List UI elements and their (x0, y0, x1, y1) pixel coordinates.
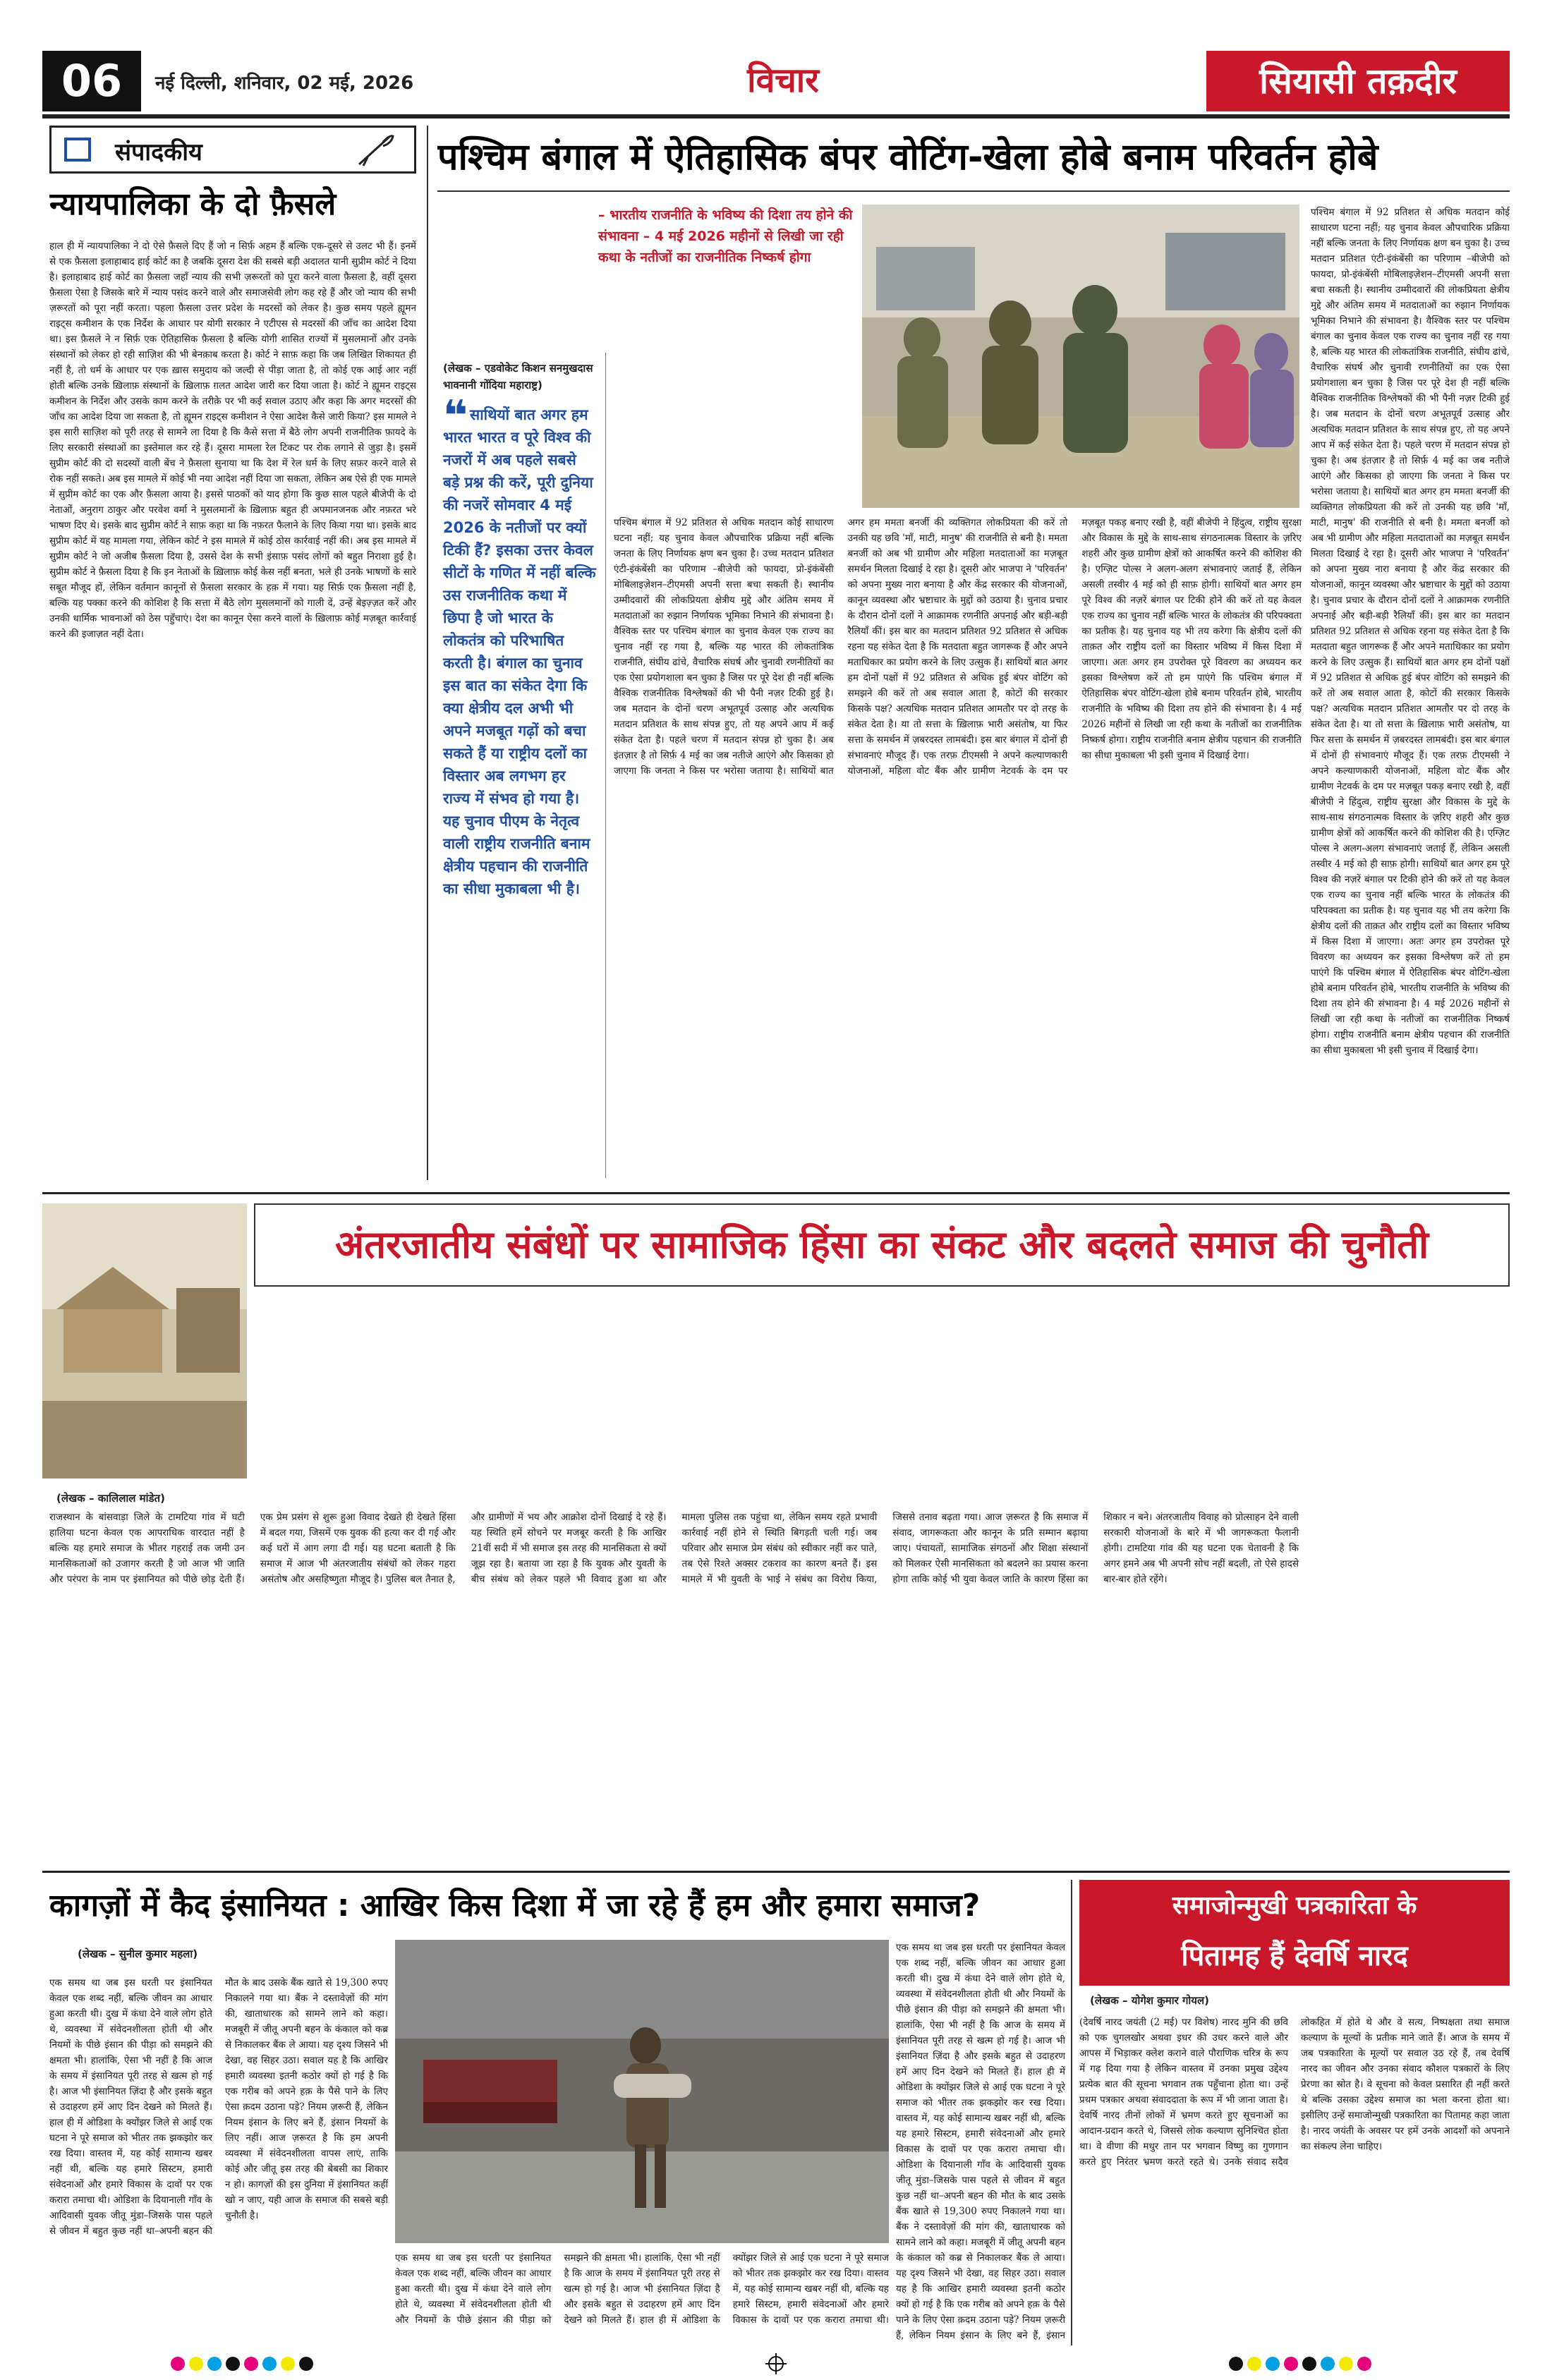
story2-photo-village (42, 1203, 247, 1479)
quill-pen-icon (355, 132, 397, 169)
editorial-label: संपादकीय (115, 138, 202, 166)
story2-byline: (लेखक – कालिलाल मांडेत) (56, 1492, 165, 1505)
editorial-section (49, 126, 416, 1184)
story3-body-bottom (395, 2250, 889, 2342)
story3-body-bottom-text: एक समय था जब इस धरती पर इंसानियत केवल एक शब्द नहीं, बल्कि जीवन का आधार हुआ करती थी। दुख में कंधा देने वाले लोग होते थे, व्यवस्था में संवेदनशीलता होती थी और नियमों के पीछे इंसान की पीड़ा को समझने की क्षमता भी। हालांकि, ऐसा भी नहीं है कि आज के समय में इंसानियत पूरी तरह से खत्म हो गई है। आज भी इंसानियत ज़िंदा है और इसके बहुत से उदाहरण हमें आए दिन देखने को मिलते हैं। हाल ही में ओडिशा के क्योंझर जिले से आई एक घटना ने पूरे समाज को भीतर तक झकझोर कर रख दिया। वास्तव में, यह कोई सामान्य खबर नहीं थी, बल्कि यह हमारे सिस्टम, हमारी संवेदनाओं और हमारे विकास के दावों पर एक करारा तमाचा थी। (395, 2252, 889, 2326)
page-number: 06 (42, 51, 141, 111)
story3-photo-man-carrying (395, 1940, 889, 2243)
story2-headline-box (254, 1203, 1510, 1287)
masthead (42, 51, 1510, 111)
pullquote-divider (605, 353, 606, 1178)
story4-body: (देवर्षि नारद जयंती (2 मई) पर विशेष) नारद मुनि की छवि को एक चुगलखोर अथवा इधर की उधर करने वाले और आपस में भिड़ाकर क्लेश कराने वाले पौराणिक चरित्र के रूप में गढ़ दिया गया है लेकिन वास्तव में उनका प्रमुख उद्देश्य प्रत्येक बात की सूचना भगवान तक पहुँचाना होता था। उन्हें प्रथम पत्रकार अथवा संवाददाता के रूप में भी जाना जाता है। देवर्षि नारद तीनों लोकों में भ्रमण करते हुए सूचनाओं का आदान-प्रदान करते थे, जिससे लोक कल्याण सुनिश्चित होता था। वे वीणा की मधुर तान पर भगवान विष्णु का गुणगान करते हुए निरंतर भ्रमण करते रहते थे। उनके संवाद सदैव लोकहित में होते थे और वे सत्य, निष्पक्षता तथा समाज कल्याण के मूल्यों के प्रतीक माने जाते हैं। आज के समय में जब पत्रकारिता के मूल्यों पर सवाल उठ रहे हैं, तब देवर्षि नारद का जीवन और उनका संवाद कौशल पत्रकारों के लिए प्रेरणा का स्रोत है। वे सूचना को केवल प्रसारित ही नहीं करते थे बल्कि उसका उद्देश्य समाज का भला करना होता था। इसीलिए उन्हें समाजोन्मुखी पत्रकारिता का पितामह कहा जाता है। नारद जयंती के अवसर पर हमें उनके आदर्शों को अपनाने का संकल्प लेना चाहिए। (1079, 2017, 1510, 2168)
story4-headline-line2: पितामह हैं देवर्षि नारद (1181, 1940, 1408, 1972)
lead-photo-security-forces (862, 205, 1299, 508)
story3-body-right (896, 1940, 1065, 2342)
column-divider (427, 126, 428, 1180)
story4-headline-box (1079, 1880, 1510, 1986)
section-rule-2 (42, 1871, 1510, 1873)
editorial-headline: न्यायपालिका के दो फ़ैसले (49, 186, 337, 222)
dateline: नई दिल्ली, शनिवार, 02 मई, 2026 (155, 73, 414, 94)
story3-byline: (लेखक – सुनील कुमार महला) (78, 1948, 198, 1960)
lead-headline: पश्चिम बंगाल में ऐतिहासिक बंपर वोटिंग-खेला होबे बनाम परिवर्तन होबे (437, 136, 1378, 178)
story2-body: राजस्थान के बांसवाड़ा जिले के टामटिया गांव में घटी हालिया घटना केवल एक आपराधिक वारदात नहीं है बल्कि यह हमारे समाज के भीतर गहराई तक जमी उन मानसिकताओं को उजागर करती है जो आज भी जाति और परंपरा के नाम पर इंसानियत को पीछे छोड़ देती हैं। एक प्रेम प्रसंग से शुरू हुआ विवाद देखते ही देखते हिंसा में बदल गया, जिसमें एक युवक की हत्या कर दी गई और कई घरों में आग लगा दी गई। यह घटना बताती है कि समाज में आज भी अंतरजातीय संबंधों को लेकर गहरा असंतोष और असहिष्णुता मौजूद है। पुलिस बल तैनात है, और ग्रामीणों में भय और आक्रोश दोनों दिखाई दे रहे हैं। यह स्थिति हमें सोचने पर मजबूर करती है कि आखिर 21वीं सदी में भी समाज इस तरह की मानसिकता से क्यों जूझ रहा है। बताया जा रहा है कि युवक और युवती के बीच संबंध को लेकर पहले भी विवाद हुआ था और मामला पुलिस तक पहुंचा था, लेकिन समय रहते प्रभावी कार्रवाई नहीं होने से स्थिति बिगड़ती चली गई। जब परिवार और समाज प्रेम संबंध को स्वीकार नहीं कर पाते, तब ऐसे रिश्ते अक्सर टकराव का कारण बनते हैं। इस मामले में भी युवती के भाई ने संबंध का विरोध किया, जिससे तनाव बढ़ता गया। आज ज़रूरत है कि समाज में संवाद, जागरूकता और कानून के प्रति सम्मान बढ़ाया जाए। पंचायतों, सामाजिक संगठनों और शिक्षा संस्थानों को मिलकर ऐसी मानसिकता को बदलने का प्रयास करना होगा ताकि कोई भी युवा केवल जाति के कारण हिंसा का शिकार न बने। अंतरजातीय विवाह को प्रोत्साहन देने वाली सरकारी योजनाओं के बारे में भी जागरूकता फैलानी होगी। टामटिया गांव की यह घटना एक चेतावनी है कि अगर हमने अब भी अपनी सोच नहीं बदली, तो ऐसे हादसे बार-बार होते रहेंगे। (49, 1512, 1299, 1585)
story3-body: एक समय था जब इस धरती पर इंसानियत केवल एक शब्द नहीं, बल्कि जीवन का आधार हुआ करती थी। दुख में कंधा देने वाले लोग होते थे, व्यवस्था में संवेदनशीलता होती थी और नियमों के पीछे इंसान की पीड़ा को समझने की क्षमता भी। हालांकि, ऐसा भी नहीं है कि आज के समय में इंसानियत पूरी तरह से खत्म हो गई है। आज भी इंसानियत ज़िंदा है और इसके बहुत से उदाहरण हमें आए दिन देखने को मिलते हैं। हाल ही में ओडिशा के क्योंझर जिले से आई एक घटना ने पूरे समाज को भीतर तक झकझोर कर रख दिया। वास्तव में, यह कोई सामान्य खबर नहीं थी, बल्कि यह हमारे सिस्टम, हमारी संवेदनाओं और हमारे विकास के दावों पर एक करारा तमाचा थी। ओडिशा के दियानाली गाँव के आदिवासी युवक जीतू मुंडा–जिसके पास पहले से जीवन में बहुत कुछ नहीं था–अपनी बहन की मौत के बाद उसके बैंक खाते से 19,300 रुपए निकालने गया था। बैंक ने दस्तावेज़ों की मांग की, खाताधारक को सामने लाने को कहा। मजबूरी में जीतू अपनी बहन के कंकाल को कब्र से निकालकर बैंक ले आया। यह दृश्य जिसने भी देखा, वह सिहर उठा। सवाल यह है कि आखिर हमारी व्यवस्था इतनी कठोर क्यों हो गई है कि एक गरीब को अपने हक़ के पैसे पाने के लिए ऐसा क़दम उठाना पड़े? नियम ज़रूरी हैं, लेकिन नियम इंसान के लिए बने हैं, इंसान नियमों के लिए नहीं। आज ज़रूरत है कि हम अपनी व्यवस्था में संवेदनशीलता वापस लाएं, ताकि कोई और जीतू इस तरह की बेबसी का शिकार न हो। कागज़ों की इस दुनिया में इंसानियत कहीं खो न जाए, यही आज के समाज की सबसे बड़ी चुनौती है। (49, 1977, 388, 2237)
story2-headline: अंतरजातीय संबंधों पर सामाजिक हिंसा का संकट और बदलते समाज की चुनौती (335, 1222, 1429, 1267)
checkbox-icon (64, 138, 91, 162)
story3-headline: कागज़ों में कैद इंसानियत : आखिर किस दिशा में जा रहे हैं हम और हमारा समाज? (49, 1888, 981, 1924)
column-divider-2 (1071, 1880, 1072, 2345)
masthead-rule (42, 114, 1510, 119)
lead-body-tail: पश्चिम बंगाल में 92 प्रतिशत से अधिक मतदान कोई साधारण घटना नहीं; यह चुनाव केवल औपचारिक प्रक्रिया नहीं बल्कि जनता के लिए निर्णायक क्षण बन चुका है। उच्च मतदान प्रतिशत एंटी-इंकंबेंसी का परिणाम –बीजेपी को फायदा, प्रो-इंकंबेंसी मोबिलाइज़ेशन–टीएमसी अपनी सत्ता बचा सकती है। स्थानीय उम्मीदवारों की लोकप्रियता क्षेत्रीय मुद्दे और अंतिम समय में मतदाताओं का रुझान निर्णायक भूमिका निभाने की संभावना है। वैश्विक स्तर पर पश्चिम बंगाल का चुनाव केवल एक राज्य का चुनाव नहीं रह गया है, बल्कि यह भारत की लोकतांत्रिक राजनीति, संघीय ढांचे, वैचारिक संघर्ष और चुनावी रणनीतियों का एक ऐसा प्रयोगशाला बन चुका है जिस पर पूरे देश ही नहीं बल्कि वैश्विक राजनीतिक विश्लेषकों की भी पैनी नज़र टिकी हुई है। जब मतदान के दोनों चरण अभूतपूर्व उत्साह और अत्यधिक मतदान प्रतिशत के साथ संपन्न हुए, तो यह अपने आप में कई संकेत देता है। पहले चरण में मतदान संपन्न हो चुका है। अब इंतज़ार है तो सिर्फ़ 4 मई का जब नतीजे आएंगे और किसका हो जाएगा कि जनता ने किस पर भरोसा जताया है। साथियों बात अगर हम ममता बनर्जी की व्यक्तिगत लोकप्रियता की करें तो उनकी यह छवि 'माँ, माटी, मानुष' की राजनीति से बनी है। ममता बनर्जी को अब भी ग्रामीण और महिला मतदाताओं का मज़बूत समर्थन मिलता दिखाई दे रहा है। दूसरी ओर भाजपा ने 'परिवर्तन' को अपना मुख्य नारा बनाया है और केंद्र सरकार की योजनाओं, कानून व्यवस्था और भ्रष्टाचार के मुद्दों को उठाया है। चुनाव प्रचार के दौरान दोनों दलों ने आक्रामक रणनीति अपनाई और बड़ी-बड़ी रैलियाँ कीं। इस बार का मतदान प्रतिशत 92 प्रतिशत से अधिक रहना यह संकेत देता है कि मतदाता बहुत जागरूक हैं और अपने मताधिकार का प्रयोग करने के लिए उत्सुक हैं। साथियों बात अगर हम दोनों पक्षों में 92 प्रतिशत से अधिक हुई बंपर वोटिंग को समझने की करें तो अब सवाल आता है, कोटों की सरकार किसके पक्ष? अत्यधिक मतदान प्रतिशत आमतौर पर दो तरह के संकेत देता है। या तो सत्ता के ख़िलाफ़ भारी असंतोष, या फिर सत्ता के समर्थन में ज़बरदस्त लामबंदी। इस बार बंगाल में दोनों ही संभावनाएं मौजूद हैं। एक तरफ़ टीएमसी ने अपने कल्याणकारी योजनाओं, महिला वोट बैंक और ग्रामीण नेटवर्क के दम पर मज़बूत पकड़ बनाए रखी है, वहीं बीजेपी ने हिंदुत्व, राष्ट्रीय सुरक्षा और विकास के मुद्दे के साथ-साथ संगठनात्मक विस्तार के ज़रिए शहरी और कुछ ग्रामीण क्षेत्रों को आकर्षित करने की कोशिश की है। एग्ज़िट पोल्स ने अलग-अलग संभावनाएं जताई हैं, लेकिन असली तस्वीर 4 मई को ही साफ़ होगी। साथियों बात अगर हम पूरे विश्व की नज़रें बंगाल पर टिकी होने की करें तो यह केवल एक राज्य का चुनाव नहीं बल्कि भारत के लोकतंत्र की परिपक्वता का प्रतीक है। यह चुनाव यह भी तय करेगा कि क्षेत्रीय दलों की ताक़त और राष्ट्रीय दलों का विस्तार भविष्य में किस दिशा में जाएगा। अतः अगर हम उपरोक्त पूरे विवरण का अध्ययन कर इसका विश्लेषण करें तो हम पाएंगे कि पश्चिम बंगाल में ऐतिहासिक बंपर वोटिंग-खेला होबे बनाम परिवर्तन होबे, भारतीय राजनीति के भविष्य की दिशा तय होने की संभावना है। 4 मई 2026 महीनों से लिखी जा रही कथा के नतीजों का राजनीतिक निष्कर्ष होगा। राष्ट्रीय राजनीति बनाम क्षेत्रीय पहचान की राजनीति का सीधा मुकाबला भी इसी चुनाव में दिखाई देगा। (1311, 207, 1510, 1056)
section-name: विचार (747, 61, 819, 100)
pullquote-text: साथियों बात अगर हम भारत भारत व पूरे विश्व की नजरों में अब पहले सबसे बड़े प्रश्न की करें, पूरी दुनिया की नजरें सोमवार 4 मई 2026 के नतीजों पर क्यों टिकी हैं? इसका उत्तर केवल सीटों के गणित में नहीं बल्कि उस राजनीतिक कथा में छिपा है जो भारत के लोकतंत्र को परिभाषित करती है। बंगाल का चुनाव इस बात का संकेत देगा कि क्या क्षेत्रीय दल अभी भी अपने मजबूत गढ़ों को बचा सकते हैं या राष्ट्रीय दलों का विस्तार अब लगभग हर राज्य में संभव हो गया है। यह चुनाव पीएम के नेतृत्व वाली राष्ट्रीय राजनीति बनाम क्षेत्रीय पहचान की राजनीति का सीधा मुकाबला भी है। (443, 406, 596, 897)
story3-body-tail: एक समय था जब इस धरती पर इंसानियत केवल एक शब्द नहीं, बल्कि जीवन का आधार हुआ करती थी। दुख में कंधा देने वाले लोग होते थे, व्यवस्था में संवेदनशीलता होती थी और नियमों के पीछे इंसान की पीड़ा को समझने की क्षमता भी। हालांकि, ऐसा भी नहीं है कि आज के समय में इंसानियत पूरी तरह से खत्म हो गई है। आज भी इंसानियत ज़िंदा है और इसके बहुत से उदाहरण हमें आए दिन देखने को मिलते हैं। हाल ही में ओडिशा के क्योंझर जिले से आई एक घटना ने पूरे समाज को भीतर तक झकझोर कर रख दिया। वास्तव में, यह कोई सामान्य खबर नहीं थी, बल्कि यह हमारे सिस्टम, हमारी संवेदनाओं और हमारे विकास के दावों पर एक करारा तमाचा थी। ओडिशा के दियानाली गाँव के आदिवासी युवक जीतू मुंडा–जिसके पास पहले से जीवन में बहुत कुछ नहीं था–अपनी बहन की मौत के बाद उसके बैंक खाते से 19,300 रुपए निकालने गया था। बैंक ने दस्तावेज़ों की मांग की, खाताधारक को सामने लाने को कहा। मजबूरी में जीतू अपनी बहन के कंकाल को कब्र से निकालकर बैंक ले आया। यह दृश्य जिसने भी देखा, वह सिहर उठा। सवाल यह है कि आखिर हमारी व्यवस्था इतनी कठोर क्यों हो गई है कि एक गरीब को अपने हक़ के पैसे पाने के लिए ऐसा क़दम उठाना पड़े? नियम ज़रूरी हैं, लेकिन नियम इंसान के लिए बने हैं, इंसान (896, 1942, 1065, 2341)
editorial-label-box (49, 126, 416, 174)
lead-kicker: – भारतीय राजनीति के भविष्य की दिशा तय होने की संभावना – 4 मई 2026 महीनों से लिखी जा रही कथा के नतीजों का राजनीतिक निष्कर्ष होगा (598, 207, 853, 265)
story4-headline-line1: समाजोन्मुखी पत्रकारिता के (1172, 1891, 1417, 1920)
registration-marks-right (1227, 2355, 1376, 2373)
lead-body: पश्चिम बंगाल में 92 प्रतिशत से अधिक मतदान कोई साधारण घटना नहीं; यह चुनाव केवल औपचारिक प्रक्रिया नहीं बल्कि जनता के लिए निर्णायक क्षण बन चुका है। उच्च मतदान प्रतिशत एंटी-इंकंबेंसी का परिणाम –बीजेपी को फायदा, प्रो-इंकंबेंसी मोबिलाइज़ेशन–टीएमसी अपनी सत्ता बचा सकती है। स्थानीय उम्मीदवारों की लोकप्रियता क्षेत्रीय मुद्दे और अंतिम समय में मतदाताओं का रुझान निर्णायक भूमिका निभाने की संभावना है। वैश्विक स्तर पर पश्चिम बंगाल का चुनाव केवल एक राज्य का चुनाव नहीं रह गया है, बल्कि यह भारत की लोकतांत्रिक राजनीति, संघीय ढांचे, वैचारिक संघर्ष और चुनावी रणनीतियों का एक ऐसा प्रयोगशाला बन चुका है जिस पर पूरे देश ही नहीं बल्कि वैश्विक राजनीतिक विश्लेषकों की भी पैनी नज़र टिकी हुई है। जब मतदान के दोनों चरण अभूतपूर्व उत्साह और अत्यधिक मतदान प्रतिशत के साथ संपन्न हुए, तो यह अपने आप में कई संकेत देता है। पहले चरण में मतदान संपन्न हो चुका है। अब इंतज़ार है तो सिर्फ़ 4 मई का जब नतीजे आएंगे और किसका हो जाएगा कि जनता ने किस पर भरोसा जताया है। साथियों बात अगर हम ममता बनर्जी की व्यक्तिगत लोकप्रियता की करें तो उनकी यह छवि 'माँ, माटी, मानुष' की राजनीति से बनी है। ममता बनर्जी को अब भी ग्रामीण और महिला मतदाताओं का मज़बूत समर्थन मिलता दिखाई दे रहा है। दूसरी ओर भाजपा ने 'परिवर्तन' को अपना मुख्य नारा बनाया है और केंद्र सरकार की योजनाओं, कानून व्यवस्था और भ्रष्टाचार के मुद्दों को उठाया है। चुनाव प्रचार के दौरान दोनों दलों ने आक्रामक रणनीति अपनाई और बड़ी-बड़ी रैलियाँ कीं। इस बार का मतदान प्रतिशत 92 प्रतिशत से अधिक रहना यह संकेत देता है कि मतदाता बहुत जागरूक हैं और अपने मताधिकार का प्रयोग करने के लिए उत्सुक हैं। साथियों बात अगर हम दोनों पक्षों में 92 प्रतिशत से अधिक हुई बंपर वोटिंग को समझने की करें तो अब सवाल आता है, कोटों की सरकार किसके पक्ष? अत्यधिक मतदान प्रतिशत आमतौर पर दो तरह के संकेत देता है। या तो सत्ता के ख़िलाफ़ भारी असंतोष, या फिर सत्ता के समर्थन में ज़बरदस्त लामबंदी। इस बार बंगाल में दोनों ही संभावनाएं मौजूद हैं। एक तरफ़ टीएमसी ने अपने कल्याणकारी योजनाओं, महिला वोट बैंक और ग्रामीण नेटवर्क के दम पर मज़बूत पकड़ बनाए रखी है, वहीं बीजेपी ने हिंदुत्व, राष्ट्रीय सुरक्षा और विकास के मुद्दे के साथ-साथ संगठनात्मक विस्तार के ज़रिए शहरी और कुछ ग्रामीण क्षेत्रों को आकर्षित करने की कोशिश की है। एग्ज़िट पोल्स ने अलग-अलग संभावनाएं जताई हैं, लेकिन असली तस्वीर 4 मई को ही साफ़ होगी। साथियों बात अगर हम पूरे विश्व की नज़रें बंगाल पर टिकी होने की करें तो यह केवल एक राज्य का चुनाव नहीं बल्कि भारत के लोकतंत्र की परिपक्वता का प्रतीक है। यह चुनाव यह भी तय करेगा कि क्षेत्रीय दलों की ताक़त और राष्ट्रीय दलों का विस्तार भविष्य में किस दिशा में जाएगा। अतः अगर हम उपरोक्त पूरे विवरण का अध्ययन कर इसका विश्लेषण करें तो हम पाएंगे कि पश्चिम बंगाल में ऐतिहासिक बंपर वोटिंग-खेला होबे बनाम परिवर्तन होबे, भारतीय राजनीति के भविष्य की दिशा तय होने की संभावना है। 4 मई 2026 महीनों से लिखी जा रही कथा के नतीजों का राजनीतिक निष्कर्ष होगा। राष्ट्रीय राजनीति बनाम क्षेत्रीय पहचान की राजनीति का सीधा मुकाबला भी इसी चुनाव में दिखाई देगा। (614, 517, 1302, 777)
lead-body-continued (1311, 205, 1510, 1178)
brand-banner: सियासी तक़दीर (1206, 51, 1510, 111)
lead-headline-rule (437, 190, 1510, 192)
section-rule-1 (42, 1192, 1510, 1194)
lead-pullquote (443, 391, 598, 931)
registration-marks-left (169, 2355, 317, 2373)
quote-icon: ❝ (443, 391, 468, 441)
lead-byline: (लेखक – एडवोकेट किशन सनमुखदास भावनानी गोंदिया महाराष्ट्र) (443, 362, 593, 391)
story4-byline: (लेखक – योगेश कुमार गोयल) (1090, 1994, 1210, 2007)
registration-crosshair (765, 2353, 787, 2374)
editorial-body: हाल ही में न्यायपालिका ने दो ऐसे फ़ैसले दिए हैं जो न सिर्फ़ अहम हैं बल्कि एक-दूसरे से उलट भी हैं। इनमें से एक फ़ैसला इलाहाबाद हाई कोर्ट का है जबकि दूसरा देश की सबसे बड़ी अदालत यानी सुप्रीम कोर्ट ने दिया है। इलाहाबाद हाई कोर्ट का फ़ैसला जहाँ न्याय की सभी ज़रूरतों को पूरा करने वाला फ़ैसला है, वहीं दूसरा फ़ैसला ऐसा है जिसके बारे में न्याय पसंद करने वाले और समाजसेवी लोग कह रहे हैं और जो न्याय की सभी ज़रूरतों को पूरा नहीं करता। पहला फ़ैसला उत्तर प्रदेश के मदरसों को लेकर है। कुछ समय पहले ह्यूमन राइट्स कमीशन के एक निर्देश के आधार पर योगी सरकार ने एटीएस से मदरसों की जाँच का आदेश दिया था। इस फ़ैसले ने न सिर्फ़ एक ऐतिहासिक फ़ैसला है बल्कि योगी शासित राज्यों में मुसलमानों और उनके संस्थानों को लेकर हो रही साज़िश की भी बेनक़ाब करता है। कोर्ट ने साफ़ कहा कि जब लिखित शिकायत ही नहीं है, तो धर्म के आधार पर एक ख़ास समुदाय को जल्दी से पीड़ा जाता है, तो कोई एक आई आर नहीं होती बल्कि उनके ख़िलाफ़ संस्थानों के ख़िलाफ़ ग़लत आदेश जारी कर दिया जाता है। कोर्ट ने ह्यूमन राइट्स कमीशन के निर्देश और उसके काम करने के तरीक़े पर भी कई सवाल उठाए और कहा कि अगर मदरसों की जाँच का आदेश दिया जा सकता है, तो ह्यूमन राइट्स कमीशन ने ऐसा आदेश कैसे जारी किया? इस मामले ने इस सारी साज़िश को पूरी तरह से सामने ला दिया है कि कैसे सत्ता में बैठे लोग अपनी राजनीतिक फ़ायदे के लिए सरकारी संस्थाओं का इस्तेमाल कर रहे हैं। दूसरा मामला रेल टिकट पर रोक लगाने से जुड़ा है। इसमें सुप्रीम कोर्ट की दो सदस्यों वाली बेंच ने फ़ैसला सुनाया था कि देश में रेल धर्म के लिए सफ़र करने वाले से रोक नहीं सकते। अब इस मामले में कोई भी नया आदेश नहीं दिया जा सकता, लेकिन अब ऐसे ही एक मामले में सुप्रीम कोर्ट का एक और फ़ैसला आया है। इससे पाठकों को याद होगा कि कुछ साल पहले बीजेपी के दो नेताओं, अनुराग ठाकुर और परवेश वर्मा ने मुसलमानों के ख़िलाफ़ बहुत ही अपमानजनक और नफ़रत भरे भाषण दिए थे। इसके बाद सुप्रीम कोर्ट ने साफ़ कहा था कि नफ़रत फैलाने के लिए किया गया था। इसके बाद सुप्रीम कोर्ट में यह मामला गया, लेकिन कोर्ट ने इस मामले में कोई ठोस कार्रवाई नहीं की। अब इस मामले में सुप्रीम कोर्ट ने जो अजीब फ़ैसला दिया है, उससे देश के सभी इंसाफ़ पसंद लोगों को बहुत निराशा हुई है। सुप्रीम कोर्ट ने फ़ैसला दिया है कि इन नेताओं के ख़िलाफ़ कोई केस नहीं बनता, भले ही उनके भाषणों के सारे सबूत मौजूद हों, लेकिन वर्तमान कानूनों से फ़ैसला सरकार के हक़ में गया। यह सिर्फ़ एक फ़ैसला नहीं है, बल्कि यह पक्का करने की कोशिश है कि सत्ता में बैठे लोग मुसलमानों को गाली दें, उन्हें बेइज़्ज़त करें और उनकी धार्मिक भावनाओं को ठेस पहुँचाएं। देश का कानून ऐसा करने वालों के ख़िलाफ़ कोई मज़बूत कार्रवाई करने की इजाज़त नहीं देता। (49, 241, 416, 640)
